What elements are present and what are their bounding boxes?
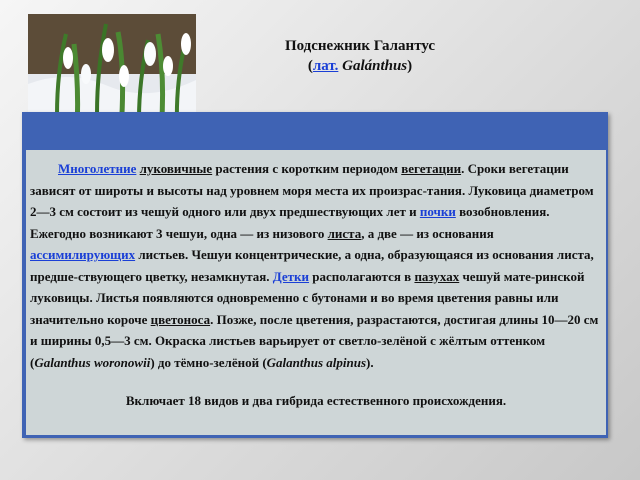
text-segment: , а две — из основания [361,225,494,241]
link-bud[interactable]: почки [419,204,456,219]
text-segment: . Сроки вегетации зависят от широты и высоты над уровнем моря места их произрас-тания. Луковица диаметром 2—3 см состоит из чешуй одного или двух предшествующих лет и [30,161,594,219]
text-segment: ). [366,354,374,370]
text-segment: ) до тёмно-зелёной ( [150,354,267,370]
text-panel-inner [26,150,606,435]
latin-name: Galánthus [342,58,408,74]
link-leaf[interactable]: листа [327,225,362,241]
link-vegetation[interactable]: вегетации [401,161,462,176]
link-assimilating[interactable]: ассимилирующих [30,247,136,262]
link-offsets[interactable]: Детки [272,268,310,284]
link-perennial[interactable]: Многолетние [58,161,137,176]
text-segment: . Позже, после цветения, разрастаются, достигая длины 10—20 см и ширины 0,5—3 см. Окраска листьев варьирует от светло-зелёной с жёлтым оттенком ( [30,311,599,370]
close-paren: ) [407,58,413,74]
species-count-line: Включает 18 видов и два гибрида естественного происхождения. [125,393,507,408]
link-bulbous[interactable]: луковичные [139,161,213,176]
description-paragraph [30,158,602,373]
species-woronowii: Galanthus woronowii [34,354,151,370]
lat-link[interactable]: лат. [312,58,339,74]
species-alpinus: Galanthus alpinus [266,354,367,370]
text-segment: располагаются в [312,268,412,284]
text-segment: листьев. Чешуи концентрические, а одна, образующаяся из основания листа, предше-ствующего цветку, незамкнутая. [30,247,594,284]
text-panel [22,112,608,438]
text-segment: чешуй мате-ринской луковицы. Листья появляются одновременно с бутонами и во время цветения равны или значительно короче [30,268,585,327]
title: Подснежник Галантус [284,38,436,54]
open-paren: ( [307,58,313,74]
link-peduncle[interactable]: цветоноса [150,311,211,327]
text-segment: растения с коротким периодом [215,161,398,176]
text-segment: возобновления. Ежегодно возникают 3 чешуи, одна — из низового [30,204,550,241]
title-block [200,36,520,76]
link-axils[interactable]: пазухах [414,268,460,284]
subtitle [200,56,520,76]
